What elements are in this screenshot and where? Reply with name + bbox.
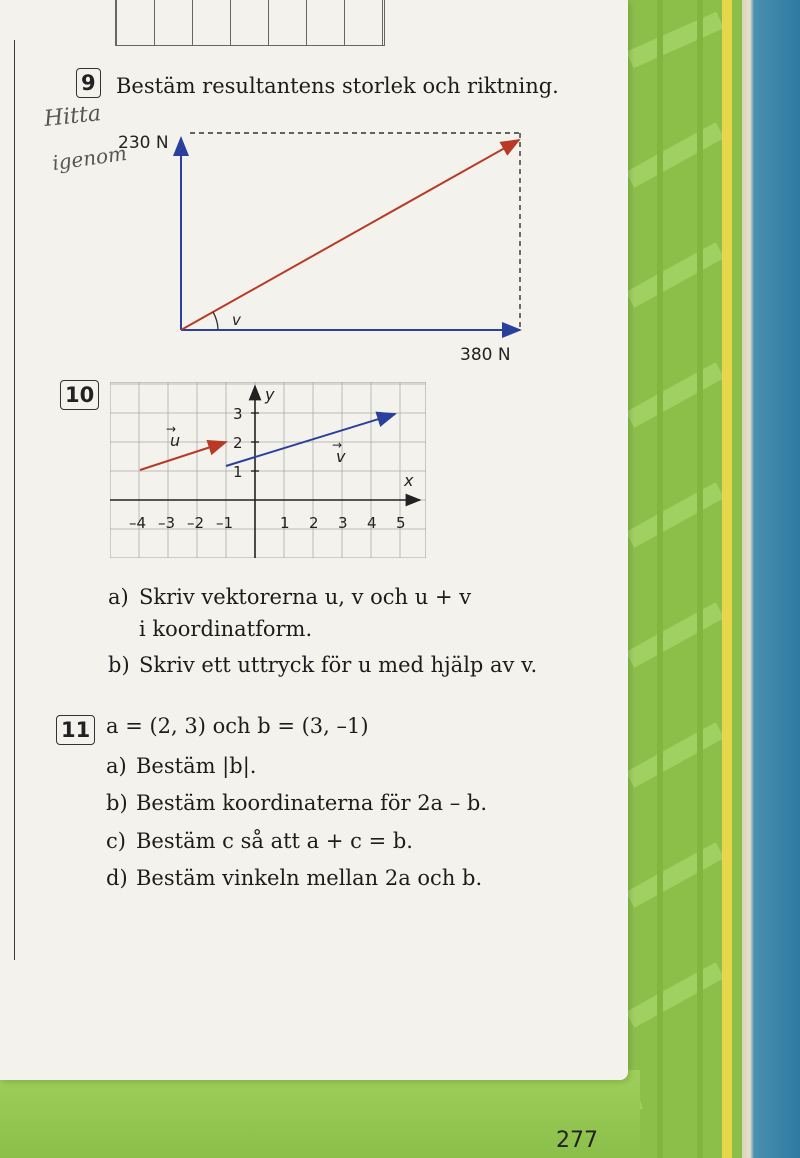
problem-10b-text: Skriv ett uttryck för u med hjälp av v. xyxy=(139,653,538,677)
x-tick-label: –1 xyxy=(216,514,234,532)
x-force-label: 380 N xyxy=(460,345,511,365)
x-tick-label: 4 xyxy=(367,514,377,532)
x-tick-label: –2 xyxy=(187,514,205,532)
problem-9-number: 9 xyxy=(76,68,101,98)
y-force-label: 230 N xyxy=(118,133,169,153)
y-tick-label: 2 xyxy=(233,434,243,452)
resultant-vector xyxy=(181,140,519,330)
problem-11-number: 11 xyxy=(56,715,95,745)
page-number: 277 xyxy=(556,1128,598,1153)
problem-10-number: 10 xyxy=(60,380,99,410)
problem-10a-text-line2: i koordinatform. xyxy=(139,617,313,641)
problem-10a-label: a) xyxy=(108,585,129,609)
vector-u-arrow-symbol: → xyxy=(166,422,177,436)
book-edge xyxy=(742,0,800,1158)
problem-11a-text: Bestäm |b|. xyxy=(136,754,257,778)
problem-11a-label: a) xyxy=(106,754,127,778)
vector-v-arrow-symbol: → xyxy=(332,438,343,452)
problem-11d-text: Bestäm vinkeln mellan 2a och b. xyxy=(136,866,483,890)
problem-9-text: Bestäm resultantens storlek och riktning. xyxy=(116,74,559,98)
handwritten-note-2: igenom xyxy=(50,140,129,176)
problem-11d-label: d) xyxy=(106,866,128,890)
vector-u-label: u xyxy=(170,431,181,450)
angle-arc xyxy=(213,312,218,330)
handwritten-note-1: Hitta xyxy=(42,101,103,132)
x-tick-label: 3 xyxy=(338,514,348,532)
vector-v-arrow xyxy=(226,414,395,466)
x-tick-label: –4 xyxy=(129,514,147,532)
cover-edge-strip xyxy=(722,0,732,1158)
vector-v-label: v xyxy=(336,447,346,466)
problem-11b-text: Bestäm koordinaterna för 2a – b. xyxy=(136,791,488,815)
x-tick-label: 5 xyxy=(396,514,406,532)
y-tick-label: 3 xyxy=(233,405,243,423)
x-axis-label: x xyxy=(404,471,414,490)
y-tick-label: 1 xyxy=(233,463,243,481)
problem-11c-label: c) xyxy=(106,829,126,853)
problem-11-given: a = (2, 3) och b = (3, –1) xyxy=(106,714,369,738)
problem-11b-label: b) xyxy=(106,791,128,815)
force-diagram xyxy=(0,0,628,380)
coordinate-grid xyxy=(110,382,426,558)
problem-10b-label: b) xyxy=(108,653,130,677)
x-tick-label: –3 xyxy=(158,514,176,532)
vector-u-arrow xyxy=(140,442,226,470)
x-tick-label: 2 xyxy=(309,514,319,532)
problem-10a-text: Skriv vektorerna u, v och u + v xyxy=(139,585,472,609)
problem-11c-text: Bestäm c så att a + c = b. xyxy=(136,829,413,853)
y-axis-label: y xyxy=(265,385,275,404)
x-tick-label: 1 xyxy=(280,514,290,532)
page-bottom-background xyxy=(0,1070,640,1158)
angle-label: v xyxy=(232,311,241,329)
